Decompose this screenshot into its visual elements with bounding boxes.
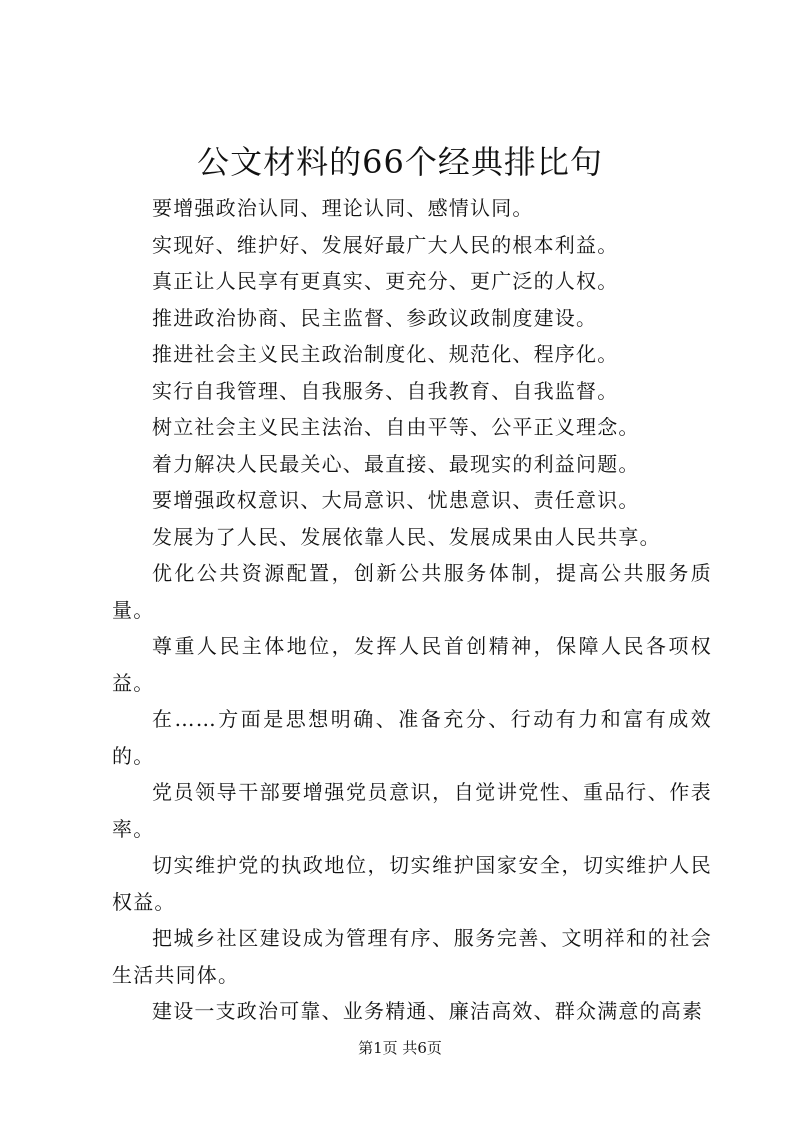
paragraph: 尊重人民主体地位，发挥人民首创精神，保障人民各项权益。 bbox=[112, 634, 712, 695]
paragraph: 实现好、维护好、发展好最广大人民的根本利益。 bbox=[152, 232, 619, 257]
paragraph: 党员领导干部要增强党员意识，自觉讲党性、重品行、作表率。 bbox=[112, 780, 712, 841]
paragraph: 推进政治协商、民主监督、参政议政制度建设。 bbox=[152, 305, 598, 330]
paragraph: 把城乡社区建设成为管理有序、服务完善、文明祥和的社会生活共同体。 bbox=[112, 926, 712, 987]
paragraph: 建设一支政治可靠、业务精通、廉洁高效、群众满意的高素 bbox=[152, 999, 704, 1023]
document-title: 公文材料的66个经典排比句 bbox=[197, 143, 603, 181]
paragraph: 着力解决人民最关心、最直接、最现实的利益问题。 bbox=[152, 451, 640, 476]
paragraph: 在……方面是思想明确、准备充分、行动有力和富有成效的。 bbox=[112, 707, 712, 768]
paragraph: 要增强政权意识、大局意识、忧患意识、责任意识。 bbox=[152, 488, 640, 512]
paragraph: 推进社会主义民主政治制度化、规范化、程序化。 bbox=[152, 342, 619, 366]
paragraph: 实行自我管理、自我服务、自我教育、自我监督。 bbox=[152, 378, 619, 403]
paragraph: 发展为了人民、发展依靠人民、发展成果由人民共享。 bbox=[152, 524, 661, 549]
page-footer: 第1页 共6页 bbox=[358, 1039, 442, 1057]
paragraph: 要增强政治认同、理论认同、感情认同。 bbox=[152, 196, 534, 220]
paragraph: 树立社会主义民主法治、自由平等、公平正义理念。 bbox=[152, 415, 640, 439]
document-body bbox=[112, 190, 712, 1030]
paragraph: 真正让人民享有更真实、更充分、更广泛的人权。 bbox=[152, 269, 619, 293]
paragraph: 切实维护党的执政地位，切实维护国家安全，切实维护人民权益。 bbox=[112, 853, 712, 914]
paragraph: 优化公共资源配置，创新公共服务体制，提高公共服务质量。 bbox=[112, 561, 712, 622]
